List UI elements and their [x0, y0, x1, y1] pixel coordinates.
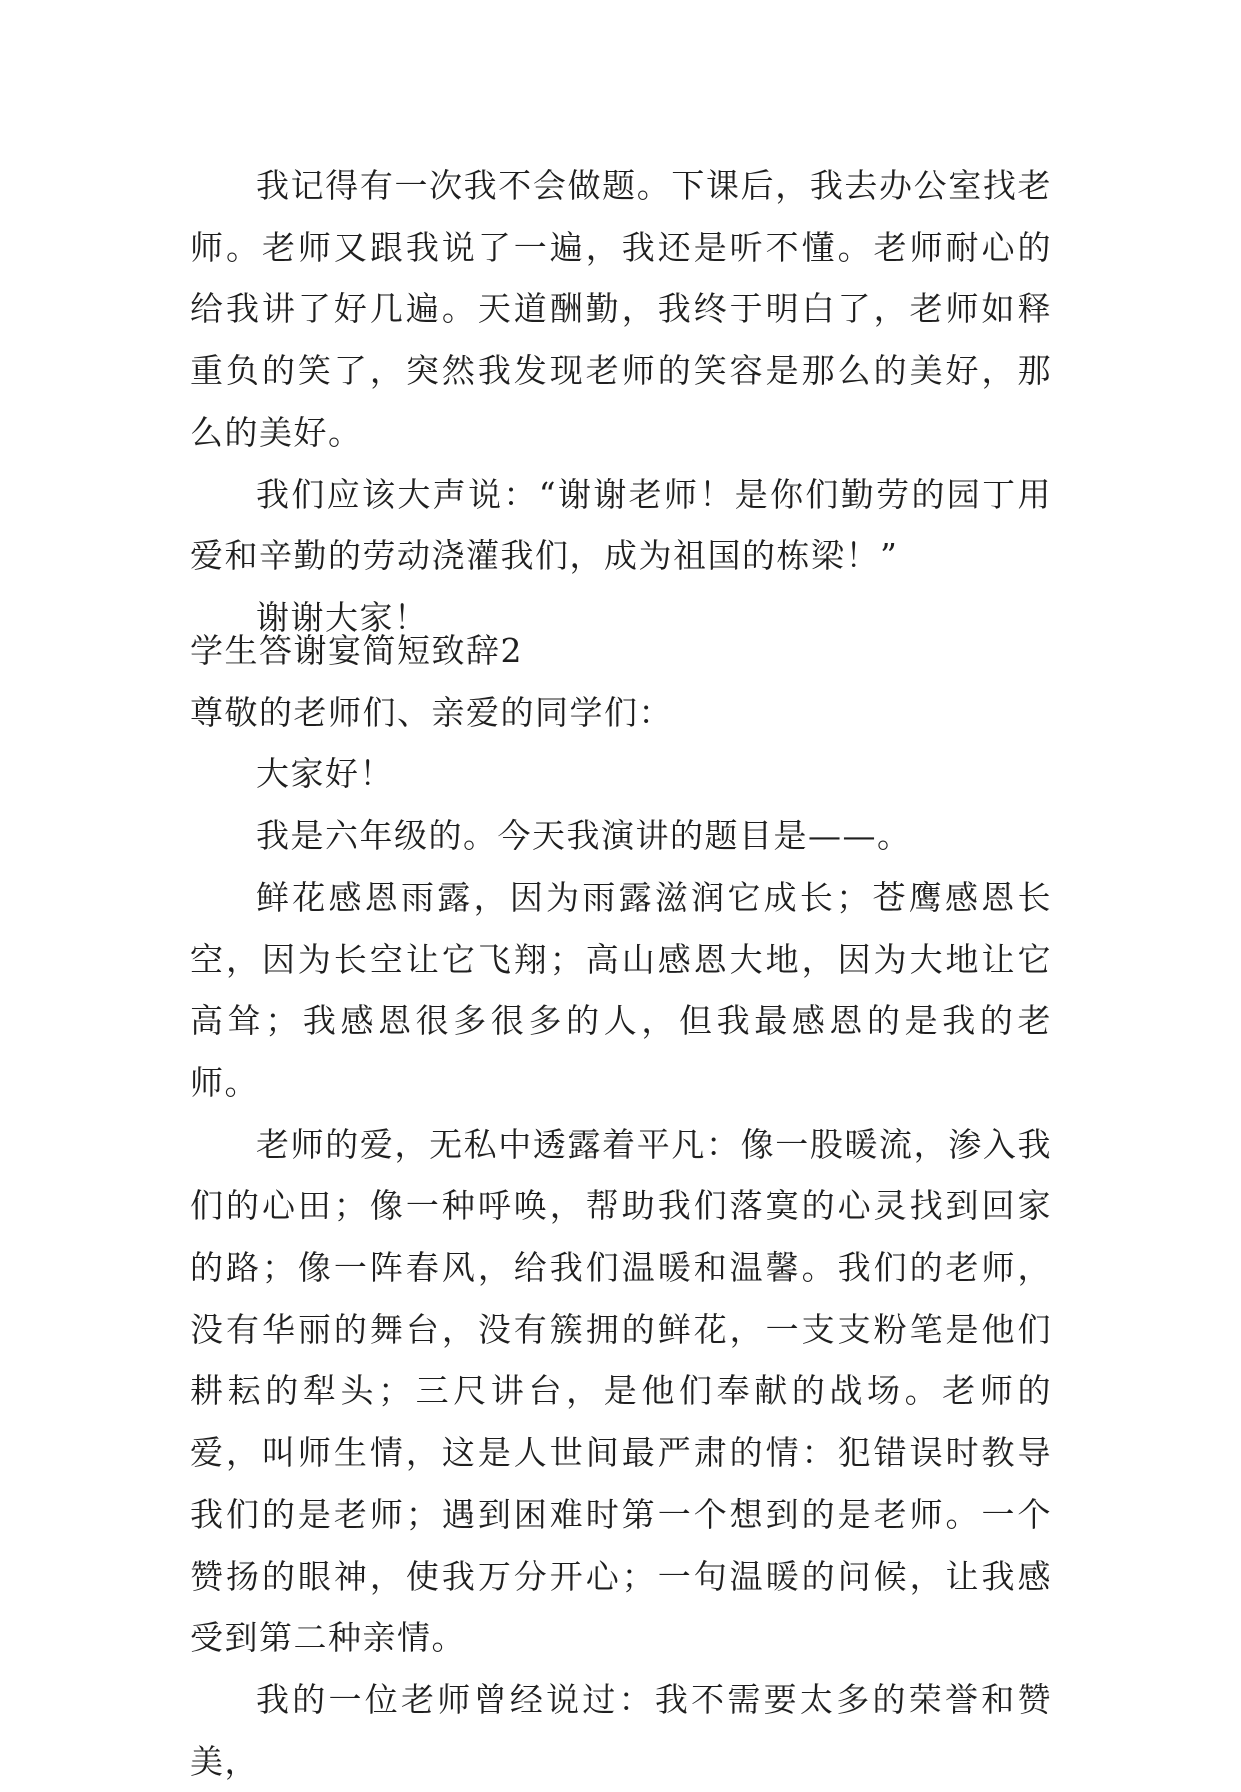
paragraph-thank-teachers: 我们应该大声说：“谢谢老师！是你们勤劳的园丁用爱和辛勤的劳动浇灌我们，成为祖国的栋梁！” [190, 474, 1052, 576]
paragraph-greeting: 大家好！ [256, 754, 394, 794]
section-2-body [190, 620, 1052, 1792]
section-title: 学生答谢宴简短致辞2 [190, 631, 523, 670]
paragraph-thanks-all: 谢谢大家！ [256, 597, 429, 637]
paragraph-teacher-love: 老师的爱，无私中透露着平凡：像一股暖流，渗入我们的心田；像一种呼唤，帮助我们落寞的心灵找到回家的路；像一阵春风，给我们温暖和温馨。我们的老师，没有华丽的舞台，没有簇拥的鲜花，一支支粉笔是他们耕耘的犁头；三尺讲台，是他们奉献的战场。老师的爱，叫师生情，这是人世间最严肃的情：犯错误时教导我们的是老师；遇到困难时第一个想到的是老师。一个赞扬的眼神，使我万分开心；一句温暖的问候，让我感受到第二种亲情。 [190, 1124, 1052, 1658]
section-1-body [190, 155, 1052, 649]
paragraph-speech-topic: 我是六年级的。今天我演讲的题目是——。 [256, 816, 912, 856]
paragraph-teacher-quote: 我的一位老师曾经说过：我不需要太多的荣誉和赞美， [190, 1679, 1052, 1781]
salutation: 尊敬的老师们、亲爱的同学们： [190, 692, 673, 732]
paragraph-gratitude: 鲜花感恩雨露，因为雨露滋润它成长；苍鹰感恩长空，因为长空让它飞翔；高山感恩大地，因为大地让它高耸；我感恩很多很多的人，但我最感恩的是我的老师。 [190, 877, 1052, 1102]
paragraph-teacher-patience: 我记得有一次我不会做题。下课后，我去办公室找老师。老师又跟我说了一遍，我还是听不懂。老师耐心的给我讲了好几遍。天道酬勤，我终于明白了，老师如释重负的笑了，突然我发现老师的笑容是那么的美好，那么的美好。 [190, 166, 1052, 452]
